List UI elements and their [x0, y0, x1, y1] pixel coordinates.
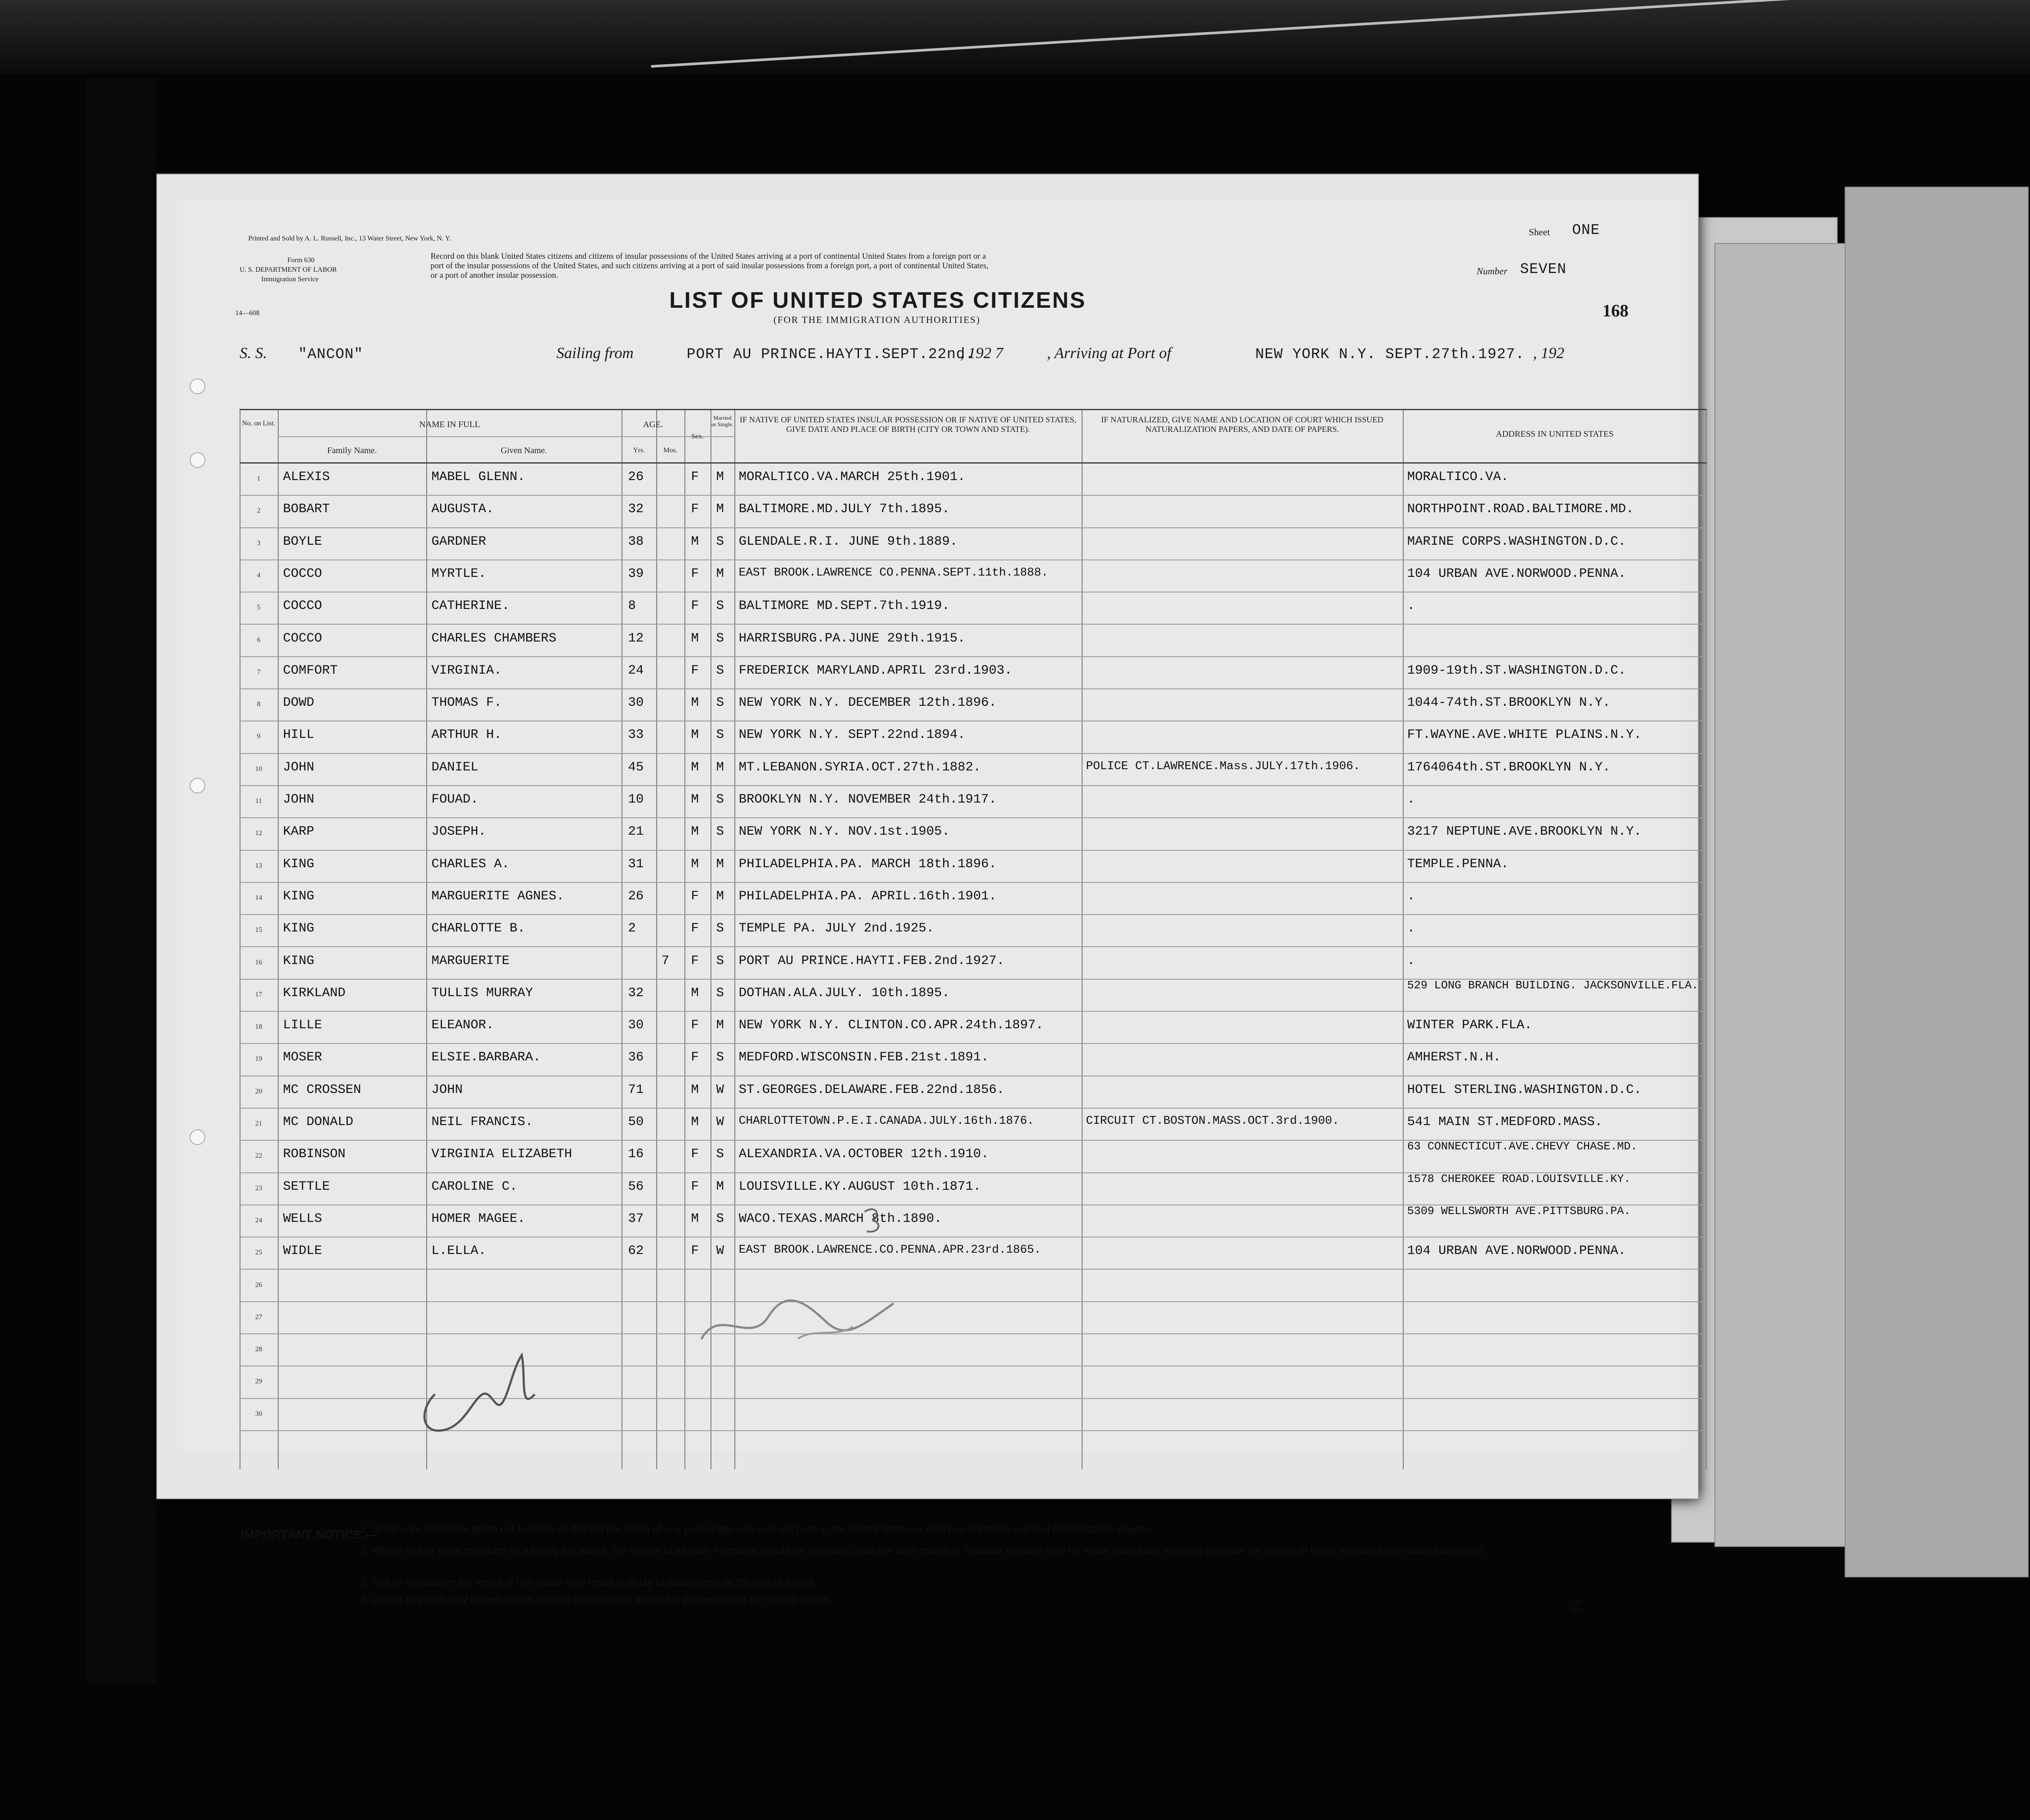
- cell-mos: 7: [661, 953, 670, 968]
- cell-yrs: 16: [628, 1147, 644, 1162]
- cell-ms: S: [716, 1211, 724, 1226]
- manifest-sheet: [156, 174, 1699, 1499]
- cell-birth: PORT AU PRINCE.HAYTI.FEB.2nd.1927.: [739, 953, 1005, 968]
- cell-sex: M: [691, 760, 699, 775]
- table-row: [240, 689, 1707, 721]
- table-row: [240, 915, 1707, 947]
- col-yrs: Yrs.: [633, 447, 645, 454]
- cell-family: SETTLE: [283, 1179, 330, 1194]
- cell-sex: M: [691, 727, 699, 743]
- notice-lead: IMPORTANT NOTICE.—: [241, 1528, 377, 1541]
- cell-n: 29: [255, 1378, 262, 1386]
- table-row: [240, 1237, 1707, 1270]
- cell-birth: BALTIMORE MD.SEPT.7th.1919.: [739, 599, 950, 614]
- col-age: AGE.: [643, 420, 663, 429]
- cell-addr: 1044-74th.ST.BROOKLYN N.Y.: [1407, 695, 1611, 711]
- cell-n: 21: [255, 1120, 262, 1127]
- side-page: [1845, 187, 2029, 1577]
- cell-sex: M: [691, 1211, 699, 1226]
- cell-given: TULLIS MURRAY: [431, 985, 533, 1001]
- table-row: [240, 464, 1707, 496]
- notice-item-1: 1. Great care should be taken not to place on this list the name of any passenger who was not born in the United States or who has not taken out final naturalization papers.: [360, 1524, 1153, 1535]
- cell-yrs: 21: [628, 824, 644, 839]
- cell-addr: 1764064th.ST.BROOKLYN N.Y.: [1407, 760, 1611, 775]
- cell-family: KING: [283, 856, 315, 872]
- cell-ms: M: [716, 502, 724, 517]
- col-married: Married or Single.: [711, 415, 734, 428]
- cell-ms: S: [716, 1050, 724, 1065]
- cell-yrs: 30: [628, 695, 644, 711]
- cell-family: ALEXIS: [283, 470, 330, 484]
- cell-given: MARGUERITE: [431, 953, 510, 968]
- col-address: ADDRESS IN UNITED STATES: [1496, 429, 1614, 439]
- table-row: [240, 721, 1707, 754]
- cell-family: WELLS: [283, 1211, 322, 1226]
- arriving-value: NEW YORK N.Y. SEPT.27th.1927.: [1255, 346, 1525, 363]
- cell-nat: CIRCUIT CT.BOSTON.MASS.OCT.3rd.1900.: [1086, 1115, 1339, 1128]
- cell-yrs: 24: [628, 663, 644, 678]
- printer-line: Printed and Sold by A. L. Russell, Inc., 13 Water Street, New York, N. Y.: [248, 235, 451, 242]
- cell-ms: S: [716, 953, 724, 968]
- cell-n: 4: [257, 571, 260, 579]
- cell-given: CAROLINE C.: [431, 1179, 518, 1194]
- department: U. S. DEPARTMENT OF LABOR: [240, 266, 337, 273]
- cell-sex: F: [691, 889, 699, 904]
- cell-n: 27: [255, 1313, 262, 1321]
- cell-given: MYRTLE.: [431, 566, 487, 581]
- cell-addr: HOTEL STERLING.WASHINGTON.D.C.: [1407, 1082, 1642, 1097]
- cell-n: 5: [257, 604, 260, 612]
- cell-ms: S: [716, 534, 724, 549]
- cell-n: 30: [255, 1410, 262, 1418]
- cell-n: 16: [255, 958, 262, 966]
- cell-yrs: 62: [628, 1244, 644, 1259]
- cell-ms: W: [716, 1082, 724, 1097]
- sheet-value: ONE: [1572, 222, 1600, 239]
- cell-given: CHARLOTTE B.: [431, 921, 526, 936]
- table-row: [240, 657, 1707, 689]
- cell-sex: M: [691, 985, 699, 1001]
- cell-given: AUGUSTA.: [431, 502, 494, 517]
- header-divider: [278, 436, 734, 437]
- page-number: 168: [1602, 301, 1629, 320]
- table-row: [240, 1044, 1707, 1076]
- cell-sex: M: [691, 1082, 699, 1097]
- table-row: [240, 1012, 1707, 1044]
- cell-birth: TEMPLE PA. JULY 2nd.1925.: [739, 921, 934, 936]
- cell-family: DOWD: [283, 695, 315, 711]
- form-number: Form 630: [287, 257, 315, 264]
- cell-birth: PHILADELPHIA.PA. APRIL.16th.1901.: [739, 889, 997, 904]
- cell-ms: S: [716, 824, 724, 839]
- cell-birth: HARRISBURG.PA.JUNE 29th.1915.: [739, 631, 966, 646]
- cell-addr: AMHERST.N.H.: [1407, 1050, 1501, 1065]
- table-row: [240, 980, 1707, 1012]
- cell-given: NEIL FRANCIS.: [431, 1115, 533, 1129]
- cell-sex: F: [691, 566, 699, 581]
- table-row: [240, 851, 1707, 883]
- cell-yrs: 32: [628, 502, 644, 517]
- cell-family: KARP: [283, 824, 315, 839]
- cell-given: CHARLES CHAMBERS: [431, 631, 557, 646]
- cell-n: 18: [255, 1023, 262, 1031]
- cell-family: KING: [283, 921, 315, 936]
- table-row: [240, 496, 1707, 528]
- sheet-label: Sheet: [1529, 227, 1550, 237]
- sailing-value: PORT AU PRINCE.HAYTI.SEPT.22nd.: [687, 346, 975, 363]
- cell-sex: M: [691, 534, 699, 549]
- cell-given: MARGUERITE AGNES.: [431, 889, 565, 904]
- cell-given: VIRGINIA ELIZABETH: [431, 1147, 572, 1162]
- cell-n: 2: [257, 507, 260, 515]
- col-name-in-full: NAME IN FULL: [419, 420, 480, 429]
- sailing-label: Sailing from: [556, 344, 634, 362]
- cell-sex: F: [691, 1050, 699, 1065]
- cell-yrs: 71: [628, 1082, 644, 1097]
- cell-n: 24: [255, 1216, 262, 1224]
- cell-given: ELEANOR.: [431, 1018, 494, 1033]
- dark-background-top: [0, 0, 2030, 74]
- cell-addr: .: [1407, 792, 1415, 807]
- passenger-table: [240, 409, 1707, 1469]
- cell-given: VIRGINIA.: [431, 663, 502, 678]
- scribble-mark: [860, 1203, 886, 1240]
- col-family: Family Name.: [327, 446, 377, 455]
- cell-addr: .: [1407, 889, 1415, 904]
- cell-sex: M: [691, 1115, 699, 1129]
- cell-family: KIRKLAND: [283, 985, 346, 1001]
- cell-ms: S: [716, 631, 724, 646]
- cell-birth: BALTIMORE.MD.JULY 7th.1895.: [739, 502, 950, 517]
- cell-n: 23: [255, 1184, 262, 1192]
- cell-addr: .: [1407, 953, 1415, 968]
- cell-sex: F: [691, 1244, 699, 1259]
- cell-birth: NEW YORK N.Y. SEPT.22nd.1894.: [739, 727, 966, 743]
- cell-n: 20: [255, 1087, 262, 1095]
- cell-family: MC DONALD: [283, 1115, 354, 1129]
- punch-hole: [190, 378, 205, 394]
- cell-n: 12: [255, 829, 262, 837]
- cell-ms: S: [716, 792, 724, 807]
- cell-family: MOSER: [283, 1050, 322, 1065]
- number-label: Number: [1477, 266, 1507, 276]
- table-row: [240, 1270, 1707, 1302]
- arriving-label: , Arriving at Port of: [1047, 344, 1171, 362]
- cell-birth: BROOKLYN N.Y. NOVEMBER 24th.1917.: [739, 792, 997, 807]
- cell-addr: 3217 NEPTUNE.AVE.BROOKLYN N.Y.: [1407, 824, 1642, 839]
- cell-addr: MARINE CORPS.WASHINGTON.D.C.: [1407, 534, 1626, 549]
- table-row: [240, 1076, 1707, 1109]
- cell-birth: GLENDALE.R.I. JUNE 9th.1889.: [739, 534, 958, 549]
- punch-hole: [190, 778, 205, 793]
- table-row: [240, 1109, 1707, 1141]
- notice-item-2: 2. Where one or more members of a family are aliens, the names of all such members should be recorded upon the alien manifest. Suitable notation may be made upon such manifest opposite the names of those members who claim citizenship.: [360, 1545, 1486, 1557]
- cell-n: 3: [257, 539, 260, 547]
- cell-sex: F: [691, 1018, 699, 1033]
- cell-birth: NEW YORK N.Y. CLINTON.CO.APR.24th.1897.: [739, 1018, 1044, 1033]
- cell-birth: EAST BROOK.LAWRENCE.CO.PENNA.APR.23rd.1865.: [739, 1244, 1041, 1257]
- cell-given: ARTHUR H.: [431, 727, 502, 743]
- cell-ms: W: [716, 1115, 724, 1129]
- cell-addr: NORTHPOINT.ROAD.BALTIMORE.MD.: [1407, 502, 1634, 517]
- cell-birth: MORALTICO.VA.MARCH 25th.1901.: [739, 470, 966, 484]
- cell-n: 26: [255, 1281, 262, 1289]
- cell-n: 25: [255, 1249, 262, 1257]
- cell-family: MC CROSSEN: [283, 1082, 362, 1097]
- cell-ms: S: [716, 663, 724, 678]
- cell-nat: POLICE CT.LAWRENCE.Mass.JULY.17th.1906.: [1086, 760, 1360, 773]
- cell-given: FOUAD.: [431, 792, 479, 807]
- cell-birth: NEW YORK N.Y. NOV.1st.1905.: [739, 824, 950, 839]
- cell-n: 28: [255, 1346, 262, 1353]
- cell-family: COCCO: [283, 631, 322, 646]
- cell-ms: M: [716, 1179, 724, 1194]
- cell-family: JOHN: [283, 792, 315, 807]
- cell-ms: M: [716, 760, 724, 775]
- table-row: [240, 948, 1707, 980]
- cell-n: 19: [255, 1055, 262, 1063]
- cell-given: HOMER MAGEE.: [431, 1211, 526, 1226]
- cell-sex: F: [691, 470, 699, 484]
- cell-n: 17: [255, 991, 262, 998]
- table-row: [240, 625, 1707, 657]
- instructions-line-1: Record on this blank United States citizens and citizens of insular possessions of the United States arriving at a port of continental United States from a foreign port or a: [431, 252, 986, 261]
- cell-family: JOHN: [283, 760, 315, 775]
- cell-addr: 63 CONNECTICUT.AVE.CHEVY CHASE.MD.: [1407, 1140, 1638, 1153]
- cell-yrs: 50: [628, 1115, 644, 1129]
- cell-yrs: 31: [628, 856, 644, 872]
- cell-n: 11: [255, 797, 262, 805]
- cell-ms: M: [716, 1018, 724, 1033]
- instructions-line-2: port of the insular possessions of the United States, and such citizens arriving at a port of said insular possessions from a foreign port, a port of continental United States,: [431, 261, 989, 270]
- cell-yrs: 10: [628, 792, 644, 807]
- cell-yrs: 32: [628, 985, 644, 1001]
- cell-yrs: 45: [628, 760, 644, 775]
- table-row: [240, 1141, 1707, 1173]
- cell-given: L.ELLA.: [431, 1244, 487, 1259]
- cell-yrs: 33: [628, 727, 644, 743]
- number-value: SEVEN: [1520, 261, 1567, 278]
- cell-birth: ST.GEORGES.DELAWARE.FEB.22nd.1856.: [739, 1082, 1005, 1097]
- cell-birth: EAST BROOK.LAWRENCE CO.PENNA.SEPT.11th.1888.: [739, 566, 1048, 579]
- cell-family: KING: [283, 889, 315, 904]
- cell-birth: MT.LEBANON.SYRIA.OCT.27th.1882.: [739, 760, 981, 775]
- cell-given: JOSEPH.: [431, 824, 487, 839]
- cell-sex: F: [691, 953, 699, 968]
- cell-ms: M: [716, 889, 724, 904]
- punch-hole: [190, 452, 205, 468]
- notice-item-3: 3. Failure to observe the terms of this notice may result in delay to passengers at the port of arrival.: [360, 1576, 817, 1588]
- left-binding: [87, 78, 156, 1684]
- table-row: [240, 818, 1707, 850]
- cell-family: KING: [283, 953, 315, 968]
- cell-addr: 104 URBAN AVE.NORWOOD.PENNA.: [1407, 566, 1626, 581]
- cell-yrs: 2: [628, 921, 636, 936]
- cell-n: 15: [255, 926, 262, 934]
- cell-ms: S: [716, 1147, 724, 1162]
- col-sex: Sex.: [691, 433, 704, 440]
- cell-family: WIDLE: [283, 1244, 322, 1259]
- cell-sex: M: [691, 792, 699, 807]
- cell-yrs: 56: [628, 1179, 644, 1194]
- cell-family: COMFORT: [283, 663, 338, 678]
- cell-n: 7: [257, 668, 260, 676]
- punch-hole: [190, 1129, 205, 1145]
- table-row: [240, 528, 1707, 560]
- cell-sex: F: [691, 599, 699, 614]
- cell-yrs: 30: [628, 1018, 644, 1033]
- ship-name: "ANCON": [298, 346, 363, 363]
- cell-ms: M: [716, 856, 724, 872]
- year-1: , 192 7: [960, 344, 1003, 362]
- cell-birth: PHILADELPHIA.PA. MARCH 18th.1896.: [739, 856, 997, 872]
- cell-ms: S: [716, 921, 724, 936]
- service: Immigration Service: [261, 276, 319, 283]
- cell-sex: M: [691, 824, 699, 839]
- cell-addr: WINTER PARK.FLA.: [1407, 1018, 1533, 1033]
- cell-ms: S: [716, 599, 724, 614]
- table-row: [240, 1173, 1707, 1205]
- cell-ms: W: [716, 1244, 724, 1259]
- cell-n: 22: [255, 1152, 262, 1160]
- cell-birth: LOUISVILLE.KY.AUGUST 10th.1871.: [739, 1179, 981, 1194]
- cell-sex: F: [691, 921, 699, 936]
- cell-birth: FREDERICK MARYLAND.APRIL 23rd.1903.: [739, 663, 1013, 678]
- table-row: [240, 1205, 1707, 1237]
- notice-form-code: 14—608: [1571, 1599, 1586, 1615]
- cell-n: 14: [255, 894, 262, 902]
- cell-yrs: 37: [628, 1211, 644, 1226]
- cell-family: BOBART: [283, 502, 330, 517]
- page-subtitle: (FOR THE IMMIGRATION AUTHORITIES): [773, 314, 980, 325]
- cell-n: 6: [257, 636, 260, 644]
- table-row: [240, 883, 1707, 915]
- cell-family: ROBINSON: [283, 1147, 346, 1162]
- col-naturalized: IF NATURALIZED, GIVE NAME AND LOCATION OF COURT WHICH ISSUED NATURALIZATION PAPERS, AND DATE OF PAPERS.: [1101, 415, 1384, 434]
- cell-family: BOYLE: [283, 534, 322, 549]
- cell-n: 13: [255, 862, 262, 869]
- cell-given: DANIEL: [431, 760, 479, 775]
- cell-ms: S: [716, 727, 724, 743]
- cell-yrs: 8: [628, 599, 636, 614]
- cell-ms: M: [716, 566, 724, 581]
- cell-sex: M: [691, 856, 699, 872]
- cell-birth: MEDFORD.WISCONSIN.FEB.21st.1891.: [739, 1050, 989, 1065]
- cell-sex: F: [691, 502, 699, 517]
- cell-yrs: 36: [628, 1050, 644, 1065]
- cell-sex: M: [691, 695, 699, 711]
- cell-sex: F: [691, 1147, 699, 1162]
- cell-addr: 5309 WELLSWORTH AVE.PITTSBURG.PA.: [1407, 1204, 1631, 1218]
- cell-yrs: 38: [628, 534, 644, 549]
- cell-given: CHARLES A.: [431, 856, 510, 872]
- cell-addr: 541 MAIN ST.MEDFORD.MASS.: [1407, 1115, 1603, 1129]
- table-row: [240, 592, 1707, 625]
- cell-birth: DOTHAN.ALA.JULY. 10th.1895.: [739, 985, 950, 1001]
- cell-addr: MORALTICO.VA.: [1407, 470, 1509, 484]
- manifest-form: [183, 201, 1698, 1451]
- cell-n: 9: [257, 733, 260, 741]
- col-no: No. on List.: [242, 420, 276, 427]
- cell-addr: FT.WAYNE.AVE.WHITE PLAINS.N.Y.: [1407, 727, 1642, 743]
- cell-addr: 1909-19th.ST.WASHINGTON.D.C.: [1407, 663, 1626, 678]
- cell-addr: 104 URBAN AVE.NORWOOD.PENNA.: [1407, 1244, 1626, 1259]
- col-given: Given Name.: [500, 446, 547, 455]
- cell-family: COCCO: [283, 599, 322, 614]
- table-row: [240, 786, 1707, 818]
- cell-sex: F: [691, 1179, 699, 1194]
- table-row: [240, 754, 1707, 786]
- cell-family: LILLE: [283, 1018, 322, 1033]
- cell-n: 1: [257, 475, 260, 482]
- cell-n: 10: [255, 765, 262, 773]
- cell-ms: S: [716, 695, 724, 711]
- cell-addr: .: [1407, 921, 1415, 936]
- cell-addr: .: [1407, 599, 1415, 614]
- page-title: LIST OF UNITED STATES CITIZENS: [669, 288, 1086, 313]
- cell-given: CATHERINE.: [431, 599, 510, 614]
- cell-family: HILL: [283, 727, 315, 743]
- cell-addr: TEMPLE.PENNA.: [1407, 856, 1509, 872]
- cell-given: MABEL GLENN.: [431, 470, 526, 484]
- cell-sex: M: [691, 631, 699, 646]
- ss-label: S. S.: [240, 344, 267, 362]
- cell-birth: NEW YORK N.Y. DECEMBER 12th.1896.: [739, 695, 997, 711]
- cell-birth: ALEXANDRIA.VA.OCTOBER 12th.1910.: [739, 1147, 989, 1162]
- form-code: 14—608: [235, 309, 260, 317]
- cell-given: ELSIE.BARBARA.: [431, 1050, 541, 1065]
- cell-family: COCCO: [283, 566, 322, 581]
- cell-sex: F: [691, 663, 699, 678]
- col-mos: Mos.: [663, 447, 678, 454]
- cell-given: THOMAS F.: [431, 695, 502, 711]
- cell-yrs: 12: [628, 631, 644, 646]
- cell-ms: M: [716, 470, 724, 484]
- cell-given: GARDNER: [431, 534, 487, 549]
- year-2: , 192: [1533, 344, 1564, 362]
- cell-given: JOHN: [431, 1082, 463, 1097]
- cell-yrs: 39: [628, 566, 644, 581]
- cell-yrs: 26: [628, 889, 644, 904]
- table-row: [240, 560, 1707, 592]
- handwritten-signature: [409, 1329, 548, 1444]
- cell-birth: CHARLOTTETOWN.P.E.I.CANADA.JULY.16th.1876.: [739, 1115, 1034, 1128]
- cell-birth: WACO.TEXAS.MARCH 8th.1890.: [739, 1211, 942, 1226]
- cell-addr: 1578 CHEROKEE ROAD.LOUISVILLE.KY.: [1407, 1172, 1631, 1185]
- instructions: [431, 252, 1602, 280]
- instructions-line-3: or a port of another insular possession.: [431, 271, 558, 280]
- col-birth: IF NATIVE OF UNITED STATES INSULAR POSSESSION OR IF NATIVE OF UNITED STATES, GIVE DATE AND PLACE OF BIRTH (CITY OR TOWN AND STATE).: [740, 415, 1076, 434]
- cell-addr: 529 LONG BRANCH BUILDING. JACKSONVILLE.FLA.: [1407, 978, 1698, 992]
- cell-n: 8: [257, 701, 260, 708]
- cell-ms: S: [716, 985, 724, 1001]
- notice-item-4: 4. List on this form only United States citizens or citizens of an insular possession of the United States.: [360, 1594, 832, 1606]
- cell-yrs: 26: [628, 470, 644, 484]
